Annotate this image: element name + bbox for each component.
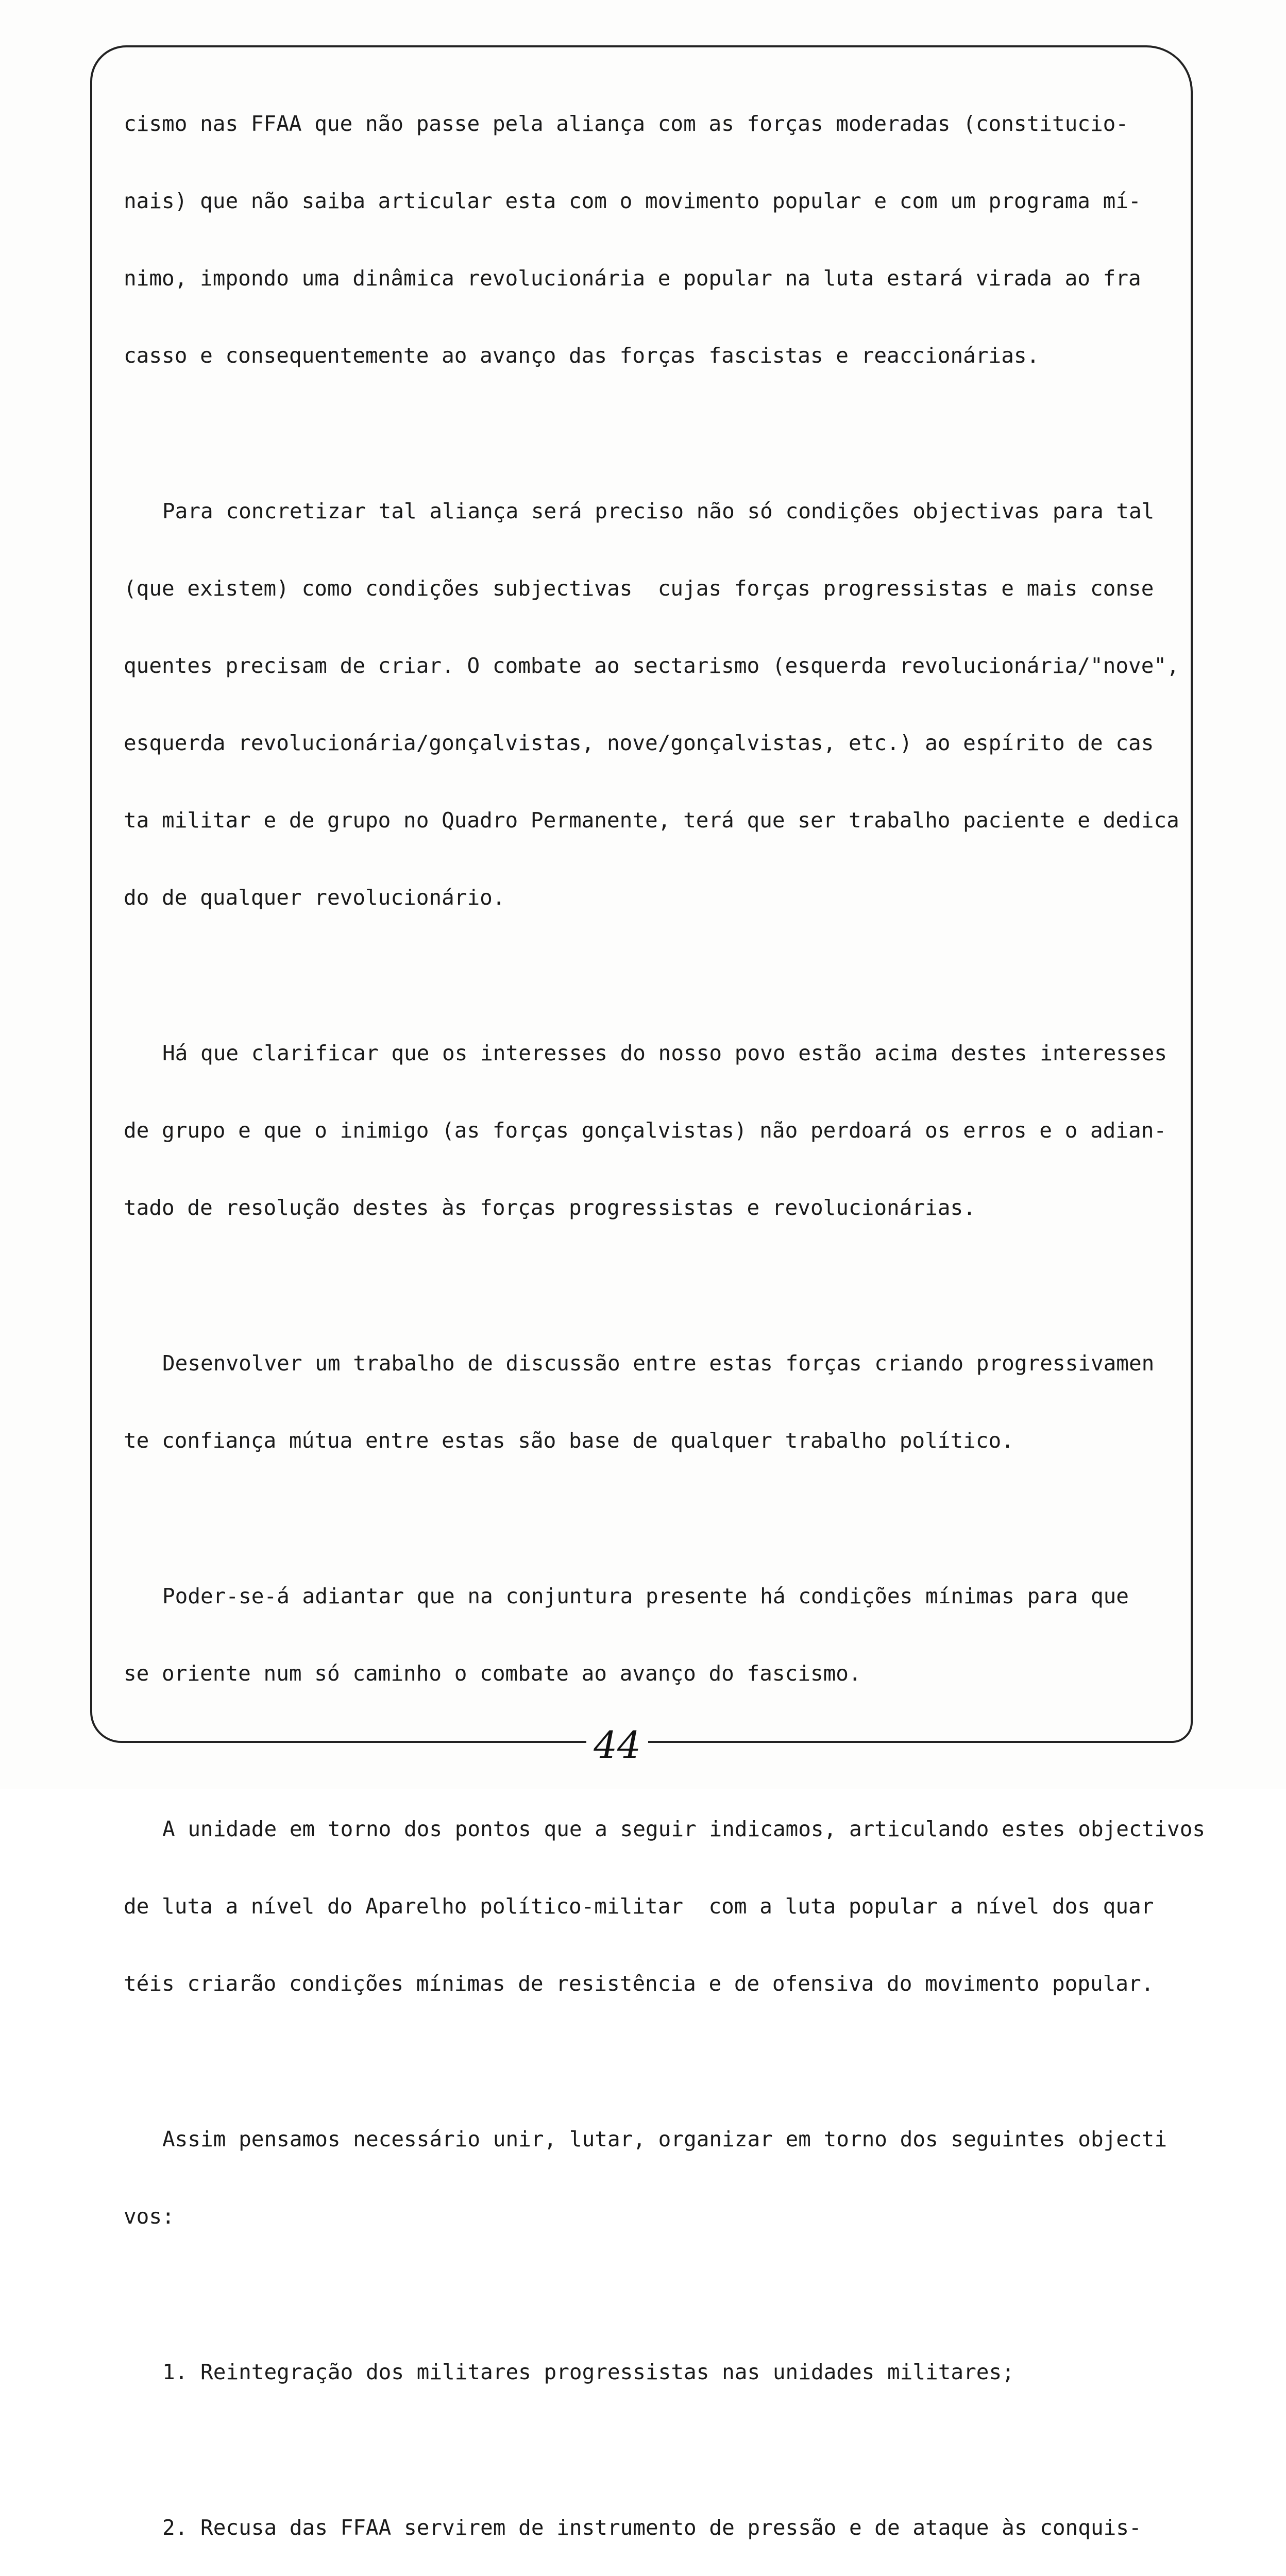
text-line: Há que clarificar que os interesses do nosso povo estão acima destes interesses	[162, 1041, 1167, 1065]
objective-1	[124, 2308, 1180, 2436]
paragraph-conjuncture	[124, 1532, 1180, 1738]
text-line: cismo nas FFAA que não passe pela aliança com as forças moderadas (constitucio-	[124, 111, 1129, 136]
body-text	[124, 59, 1206, 2576]
text-line: Desenvolver um trabalho de discussão entre estas forças criando progressivamen	[162, 1351, 1155, 1376]
paragraph-unity	[124, 1765, 1206, 2048]
page-number: 44	[586, 1727, 648, 1763]
text-line: casso e consequentemente ao avanço das forças fascistas e reaccionárias.	[124, 343, 1040, 368]
objective-2	[124, 2463, 1180, 2576]
text-line: Para concretizar tal aliança será preciso não só condições objectivas para tal	[162, 499, 1155, 523]
text-line: vos:	[124, 2204, 175, 2229]
text-line: nais) que não saiba articular esta com o movimento popular e com um programa mí-	[124, 189, 1141, 213]
text-line: (que existem) como condições subjectivas cujas forças progressistas e mais conse	[124, 576, 1154, 601]
text-line: 2. Recusa das FFAA servirem de instrumento de pressão e de ataque às conquis-	[162, 2515, 1142, 2540]
text-line: A unidade em torno dos pontos que a seguir indicamos, articulando estes objectivos	[162, 1817, 1206, 1841]
paragraph-interests	[124, 989, 1180, 1272]
paragraph-discussion	[124, 1299, 1180, 1505]
text-line: te confiança mútua entre estas são base de qualquer trabalho político.	[124, 1428, 1014, 1453]
paragraph-continuation	[124, 59, 1180, 420]
text-line: téis criarão condições mínimas de resistência e de ofensiva do movimento popular.	[124, 1971, 1154, 1996]
text-line: se oriente num só caminho o combate ao avanço do fascismo.	[124, 1661, 861, 1686]
paragraph-alliance	[124, 447, 1180, 962]
text-line: esquerda revolucionária/gonçalvistas, nove/gonçalvistas, etc.) ao espírito de cas	[124, 731, 1154, 755]
text-line: ta militar e de grupo no Quadro Permanente, terá que ser trabalho paciente e dedica	[124, 808, 1179, 833]
text-line: nimo, impondo uma dinâmica revolucionária e popular na luta estará virada ao fra	[124, 266, 1141, 291]
text-line: 1. Reintegração dos militares progressistas nas unidades militares;	[162, 2360, 1014, 2384]
text-line: de luta a nível do Aparelho político-militar com a luta popular a nível dos quar	[124, 1894, 1154, 1919]
text-line: de grupo e que o inimigo (as forças gonçalvistas) não perdoará os erros e o adian-	[124, 1118, 1167, 1143]
text-line: do de qualquer revolucionário.	[124, 885, 505, 910]
text-line: Poder-se-á adiantar que na conjuntura presente há condições mínimas para que	[162, 1584, 1129, 1608]
text-line: quentes precisam de criar. O combate ao sectarismo (esquerda revolucionária/"nove",	[124, 653, 1179, 678]
text-line: tado de resolução destes às forças progressistas e revolucionárias.	[124, 1195, 976, 1220]
text-line: Assim pensamos necessário unir, lutar, organizar em torno dos seguintes objecti	[162, 2127, 1167, 2151]
paragraph-objectives-intro	[124, 2075, 1180, 2281]
